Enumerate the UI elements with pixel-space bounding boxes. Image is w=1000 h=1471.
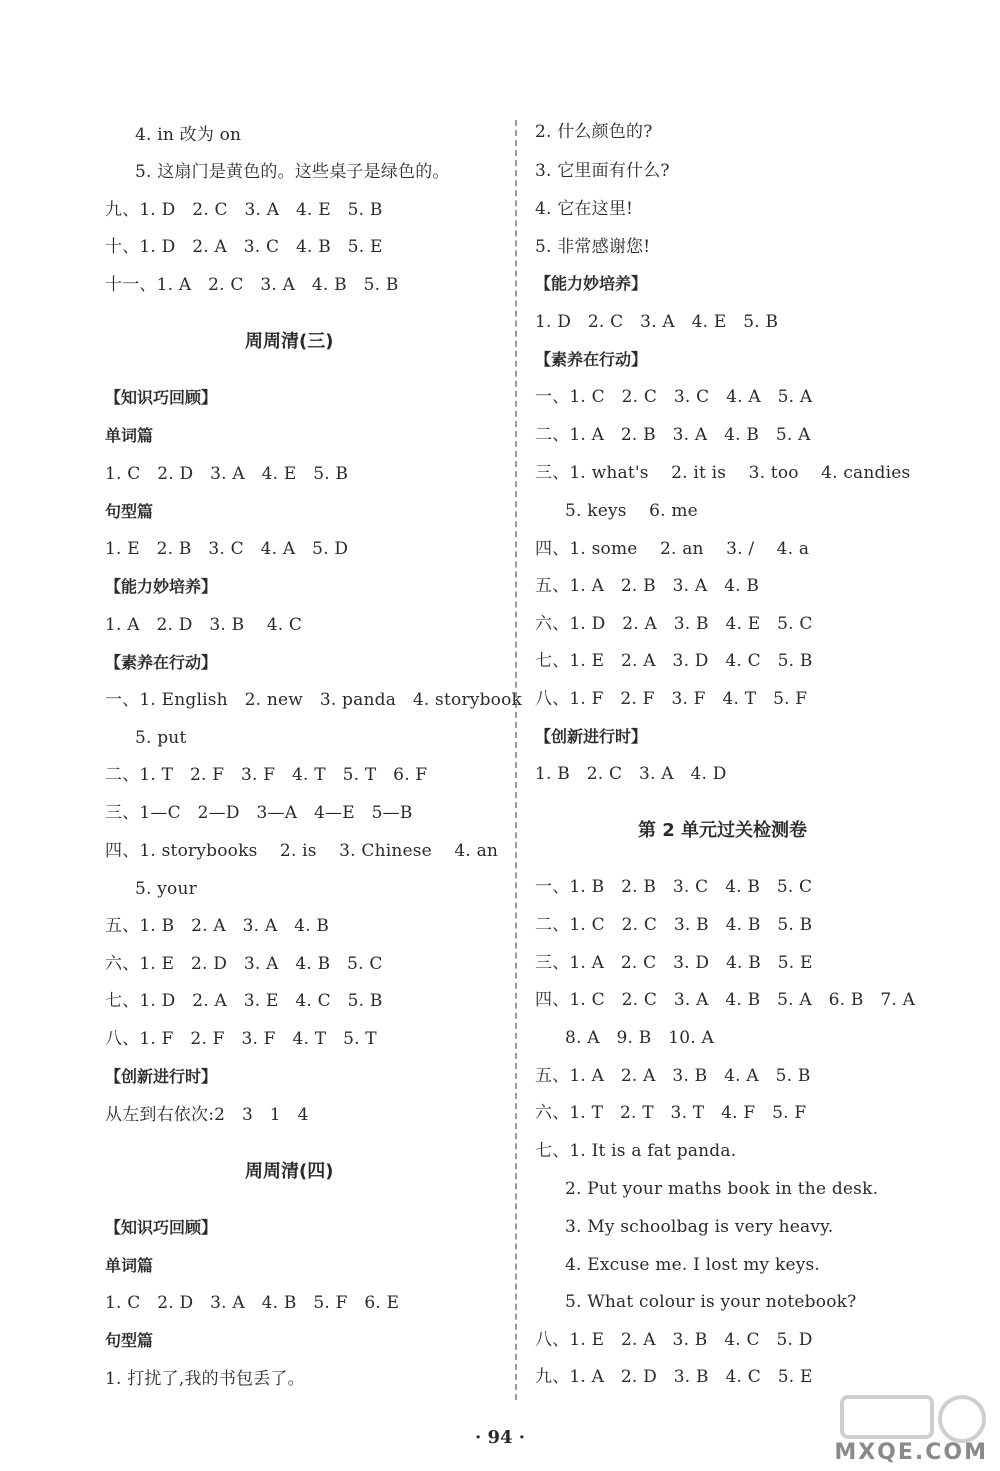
answer-line: 5. 非常感谢您! (535, 237, 651, 257)
subsection-label: 【能力妙培养】 (105, 577, 218, 596)
answer-line: 3. 它里面有什么? (535, 161, 670, 181)
answer-line: 五、1. A 2. B 3. A 4. B (535, 576, 760, 596)
section-title: 周周清(四) (245, 1161, 334, 1182)
answer-line: 1. B 2. C 3. A 4. D (535, 764, 727, 784)
answer-line: 三、1. what's 2. it is 3. too 4. candies (535, 463, 911, 483)
subsection-label: 【能力妙培养】 (535, 274, 648, 293)
answer-line: 七、1. E 2. A 3. D 4. C 5. B (535, 651, 813, 671)
watermark-text: MXQE.COM (834, 1440, 988, 1465)
answer-line: 三、1—C 2—D 3—A 4—E 5—B (105, 803, 413, 823)
answer-line: 1. 打扰了,我的书包丢了。 (105, 1369, 305, 1389)
subsection-label: 【创新进行时】 (105, 1067, 218, 1086)
answer-line: 1. D 2. C 3. A 4. E 5. B (535, 312, 779, 332)
answer-line: 4. 它在这里! (535, 199, 634, 219)
answer-line: 十一、1. A 2. C 3. A 4. B 5. B (105, 275, 399, 295)
answer-line: 八、1. F 2. F 3. F 4. T 5. F (535, 689, 808, 709)
answer-line: 从左到右依次:2 3 1 4 (105, 1105, 309, 1125)
page-number: · 94 · (474, 1427, 526, 1448)
subsection-label: 【知识巧回顾】 (105, 1218, 218, 1237)
answer-line: 5. What colour is your notebook? (565, 1292, 857, 1312)
answer-line: 2. Put your maths book in the desk. (565, 1179, 879, 1199)
section-title: 周周清(三) (245, 331, 334, 352)
answer-line: 五、1. B 2. A 3. A 4. B (105, 916, 330, 936)
subsection-label: 句型篇 (105, 1331, 154, 1350)
answer-line: 八、1. F 2. F 3. F 4. T 5. T (105, 1029, 377, 1049)
subsection-label: 单词篇 (105, 426, 154, 445)
subsection-label: 【素养在行动】 (535, 350, 648, 369)
answer-line: 1. C 2. D 3. A 4. B 5. F 6. E (105, 1293, 400, 1313)
answer-line: 4. in 改为 on (135, 125, 242, 145)
answer-line: 七、1. It is a fat panda. (535, 1141, 737, 1161)
answer-line: 六、1. T 2. T 3. T 4. F 5. F (535, 1103, 807, 1123)
answer-line: 十、1. D 2. A 3. C 4. B 5. E (105, 237, 383, 257)
answer-line: 五、1. A 2. A 3. B 4. A 5. B (535, 1066, 811, 1086)
answer-line: 一、1. English 2. new 3. panda 4. storybook (105, 690, 523, 710)
answer-line: 二、1. T 2. F 3. F 4. T 5. T 6. F (105, 765, 428, 785)
answer-line: 5. put (135, 728, 187, 748)
answer-line: 一、1. B 2. B 3. C 4. B 5. C (535, 877, 813, 897)
answer-line: 二、1. A 2. B 3. A 4. B 5. A (535, 425, 811, 445)
answer-line: 1. A 2. D 3. B 4. C (105, 615, 303, 635)
answer-line: 九、1. A 2. D 3. B 4. C 5. E (535, 1367, 813, 1387)
subsection-label: 句型篇 (105, 502, 154, 521)
subsection-label: 【素养在行动】 (105, 653, 218, 672)
answer-line: 5. 这扇门是黄色的。这些桌子是绿色的。 (135, 162, 450, 182)
answer-line: 8. A 9. B 10. A (565, 1028, 714, 1048)
subsection-label: 单词篇 (105, 1256, 154, 1275)
answer-line: 1. C 2. D 3. A 4. E 5. B (105, 464, 349, 484)
answer-line: 5. keys 6. me (565, 501, 698, 521)
answer-line: 二、1. C 2. C 3. B 4. B 5. B (535, 915, 813, 935)
answer-line: 1. E 2. B 3. C 4. A 5. D (105, 539, 349, 559)
answer-line: 3. My schoolbag is very heavy. (565, 1217, 834, 1237)
answer-line: 四、1. storybooks 2. is 3. Chinese 4. an (105, 841, 499, 861)
answer-line: 八、1. E 2. A 3. B 4. C 5. D (535, 1330, 813, 1350)
subsection-label: 【创新进行时】 (535, 727, 648, 746)
answer-line: 六、1. D 2. A 3. B 4. E 5. C (535, 614, 813, 634)
answer-line: 4. Excuse me. I lost my keys. (565, 1255, 821, 1275)
answer-line: 四、1. C 2. C 3. A 4. B 5. A 6. B 7. A (535, 990, 916, 1010)
answer-line: 四、1. some 2. an 3. / 4. a (535, 539, 810, 559)
answer-line: 一、1. C 2. C 3. C 4. A 5. A (535, 387, 813, 407)
answer-line: 三、1. A 2. C 3. D 4. B 5. E (535, 953, 813, 973)
answer-line: 六、1. E 2. D 3. A 4. B 5. C (105, 954, 383, 974)
answer-line: 5. your (135, 879, 197, 899)
answer-line: 九、1. D 2. C 3. A 4. E 5. B (105, 200, 383, 220)
answer-line: 七、1. D 2. A 3. E 4. C 5. B (105, 991, 383, 1011)
subsection-label: 【知识巧回顾】 (105, 388, 218, 407)
answer-line: 2. 什么颜色的? (535, 122, 653, 142)
column-divider (515, 120, 517, 1400)
section-title: 第 2 单元过关检测卷 (638, 820, 808, 841)
